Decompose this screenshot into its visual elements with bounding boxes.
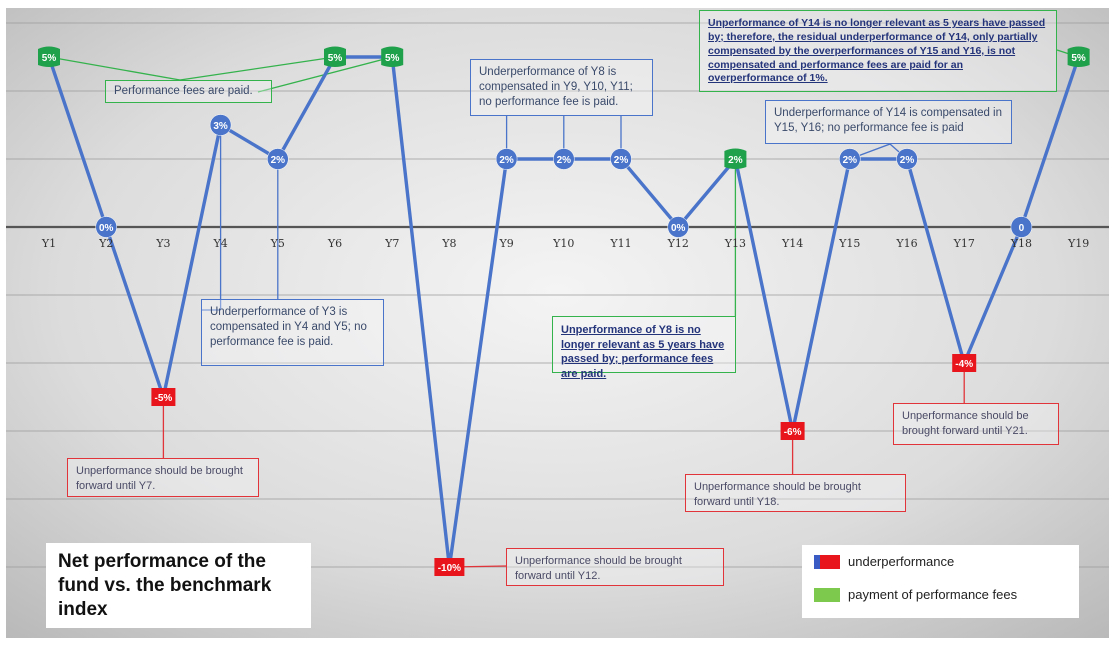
x-tick-label: Y14 [781,237,804,250]
data-point [1068,47,1090,68]
x-tick-label: Y7 [385,237,400,250]
x-tick-label: Y9 [499,237,514,250]
data-point [839,149,860,170]
data-point [267,149,288,170]
point-label: 5% [327,53,343,64]
x-tick-label: Y15 [839,237,861,250]
data-point [897,149,918,170]
point-label: 2% [556,155,572,166]
x-tick-label: Y16 [896,237,918,250]
x-tick-label: Y12 [667,237,689,250]
x-tick-label: Y19 [1067,237,1090,250]
data-point [553,149,574,170]
data-point [38,47,60,68]
callout-y14-compensated: Underperformance of Y14 is compensated in Y15, Y16; no performance fee is paid [765,100,1012,144]
callout-y17-forward: Unperformance should be brought forward until Y21. [893,403,1059,445]
data-point [434,558,464,576]
point-label: -4% [955,359,974,370]
point-label: 3% [213,121,228,132]
point-label: 2% [728,155,743,166]
data-point [210,115,231,136]
callout-y8-compensated: Underperformance of Y8 is compensated in Y9, Y10, Y11; no performance fee is paid. [470,59,653,116]
x-tick-label: Y17 [953,237,975,250]
callout-y3-compensated: Underperformance of Y3 is compensated in Y4 and Y5; no performance fee is paid. [201,299,384,366]
x-tick-label: Y11 [610,237,632,250]
x-tick-label: Y13 [724,237,747,250]
point-label: 0 [1018,223,1025,234]
legend-item-underperformance [814,554,954,569]
point-label: -10% [437,563,462,574]
legend-swatch-red [814,555,840,569]
x-tick-label: Y10 [553,237,575,250]
point-label: -6% [783,427,802,438]
point-label: 2% [842,155,858,166]
x-tick-label: Y6 [327,237,343,250]
point-label: 2% [270,155,286,166]
data-point [324,47,346,68]
point-label: 5% [41,53,57,64]
callout-y14-expired: Unperformance of Y14 is no longer relevant as 5 years have passed by; therefore, the residual underperformance of Y14, only partially compensated by the overperformances of Y15 and Y16, is not compensated and performance fees are paid for an overperformance of 1%. [699,10,1057,92]
x-tick-label: Y5 [270,237,285,250]
callout-y8-forward: Unperformance should be brought forward until Y12. [506,548,724,586]
data-point [496,149,517,170]
chart-title: Net performance of the fund vs. the benchmark index [46,543,311,628]
data-point [668,217,689,238]
data-point [96,217,117,238]
chart-legend [802,545,1079,618]
point-label: 5% [1071,53,1086,64]
x-tick-label: Y3 [156,237,171,250]
data-point [151,388,175,406]
data-point [1011,217,1032,238]
point-label: 2% [499,155,514,166]
data-point [611,149,632,170]
x-tick-label: Y8 [442,237,457,250]
x-tick-label: Y2 [99,237,114,250]
x-tick-label: Y4 [213,237,228,250]
point-label: 5% [384,53,400,64]
point-label: 2% [899,155,915,166]
point-label: 0% [670,223,686,234]
data-point [952,354,976,372]
point-label: 0% [98,223,114,234]
legend-item-fees [814,587,1017,602]
legend-swatch-green [814,588,840,602]
callout-y3-forward: Unperformance should be brought forward until Y7. [67,458,259,497]
data-point [381,47,403,68]
callout-y8-expired: Unperformance of Y8 is no longer relevant as 5 years have passed by; performance fees are paid. [552,316,736,373]
callout-y14-forward: Unperformance should be brought forward until Y18. [685,474,906,512]
data-point [781,422,805,440]
x-tick-label: Y1 [41,237,57,250]
legend-label: payment of performance fees [848,587,1018,602]
point-label: 2% [613,155,629,166]
data-point [724,149,746,170]
x-tick-label: Y18 [1010,237,1033,250]
point-label: -5% [154,393,173,404]
callout-fees-paid: Performance fees are paid. [105,80,272,103]
legend-label: underperformance [848,554,955,569]
